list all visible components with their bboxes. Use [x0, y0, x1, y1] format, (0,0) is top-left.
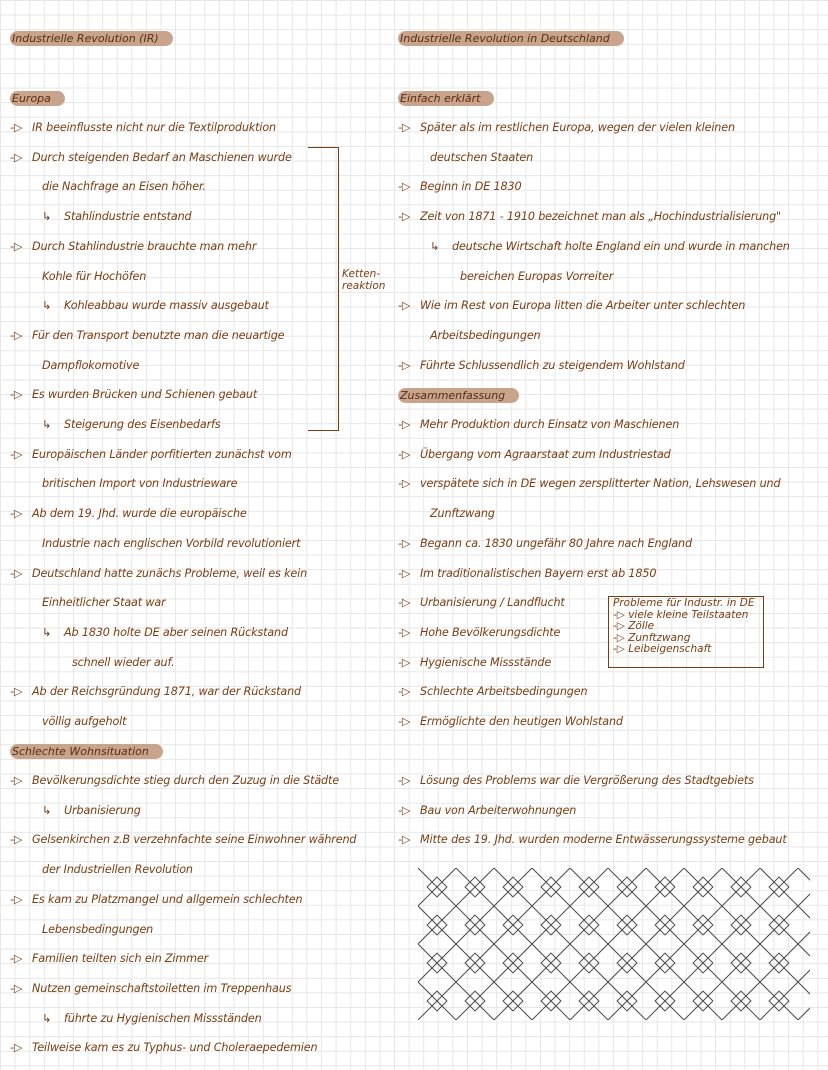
note-line — [10, 892, 302, 908]
arrow-icon: -▷ — [398, 803, 411, 817]
arrow-icon: -▷ — [398, 715, 411, 728]
arrow-icon: -▷ — [398, 210, 411, 224]
note-line — [10, 684, 301, 700]
heading-einfach: Einfach erklärt — [398, 91, 494, 106]
subpoint-arrow-icon: ↳ — [430, 239, 440, 253]
note-text: Durch steigenden Bedarf an Maschienen wurde — [32, 150, 292, 164]
note-line — [10, 358, 139, 374]
note-line — [398, 120, 735, 136]
note-text: Es wurden Brücken und Schienen gebaut — [32, 388, 258, 402]
note-text: Arbeitsbedingungen — [430, 328, 541, 342]
note-line — [398, 179, 521, 195]
note-text: Ermöglichte den heutigen Wohlstand — [420, 715, 623, 728]
note-text: Im traditionalistischen Bayern erst ab 1850 — [420, 566, 657, 580]
probleme-item: -▷ Leibeigenschaft — [613, 643, 712, 655]
arrow-icon: -▷ — [398, 655, 411, 669]
note-text: schnell wieder auf. — [72, 655, 175, 669]
note-line — [398, 417, 679, 433]
arrow-icon: -▷ — [398, 358, 411, 372]
note-text: Familien teilten sich ein Zimmer — [32, 952, 209, 966]
subpoint-arrow-icon: ↳ — [42, 803, 52, 817]
note-line — [10, 298, 269, 314]
arrow-icon: -▷ — [398, 477, 411, 491]
note-text: Kohle für Hochöfen — [42, 269, 147, 283]
arrow-icon: -▷ — [10, 833, 23, 847]
note-line — [10, 536, 300, 552]
note-text: Bevölkerungsdichte stieg durch den Zuzug in die Städte — [32, 774, 339, 787]
note-line — [10, 1011, 262, 1027]
note-text: Dampflokomotive — [42, 358, 140, 372]
note-line — [398, 566, 656, 582]
note-line — [10, 1040, 317, 1056]
note-text: Ab dem 19. Jhd. wurde die europäische — [32, 507, 247, 521]
arrow-icon: -▷ — [398, 833, 411, 847]
note-text: Ab 1830 holte DE aber seinen Rückstand — [64, 625, 288, 639]
note-text: Für den Transport benutzte man die neuartige — [32, 328, 285, 342]
note-line — [398, 714, 623, 730]
note-text: Übergang vom Agraarstaat zum Industriestad — [420, 447, 671, 461]
note-line — [10, 269, 146, 285]
probleme-box-title: Probleme für Industr. in DE — [613, 597, 755, 609]
note-text: Deutschland hatte zunächs Probleme, weil es kein — [32, 566, 308, 580]
note-text: Beginn in DE 1830 — [420, 180, 522, 194]
note-text: Lebensbedingungen — [42, 922, 154, 936]
note-text: IR beeinflusste nicht nur die Textilproduktion — [32, 121, 276, 134]
note-text: Gelsenkirchen z.B verzehnfachte seine Einwohner während — [32, 833, 357, 847]
arrow-icon: -▷ — [10, 328, 23, 342]
note-text: Zunftzwang — [430, 507, 495, 521]
note-line — [398, 506, 495, 522]
arrow-icon: -▷ — [398, 299, 411, 313]
note-text: Mehr Produktion durch Einsatz von Maschienen — [420, 418, 680, 431]
probleme-box — [608, 596, 764, 668]
note-text: Einheitlicher Staat war — [42, 596, 166, 610]
arrow-icon: -▷ — [10, 239, 23, 253]
arrow-icon: -▷ — [10, 952, 23, 966]
arrow-icon: -▷ — [10, 447, 23, 461]
note-line — [10, 832, 356, 848]
arrow-icon: -▷ — [10, 388, 23, 402]
note-line — [398, 150, 533, 166]
note-line — [10, 773, 339, 789]
note-line — [10, 862, 193, 878]
note-text: der Industriellen Revolution — [42, 863, 193, 877]
note-text: Es kam zu Platzmangel und allgemein schlechten — [32, 892, 303, 906]
arrow-icon: -▷ — [10, 121, 23, 134]
note-text: Bau von Arbeiterwohnungen — [420, 803, 577, 817]
note-line — [10, 803, 141, 819]
note-line — [398, 773, 754, 789]
note-line — [398, 209, 781, 225]
note-line — [10, 179, 206, 195]
heading-europa: Europa — [10, 91, 65, 106]
lattice-stroke — [418, 868, 532, 1020]
title-right: Industrielle Revolution in Deutschland — [398, 31, 624, 46]
note-text: Mitte des 19. Jhd. wurden moderne Entwässerungssysteme gebaut — [420, 833, 787, 847]
note-line — [398, 298, 745, 314]
note-text: die Nachfrage an Eisen höher. — [42, 180, 206, 194]
note-text: Zeit von 1871 - 1910 bezeichnet man als „Hochindustrialisierung" — [420, 210, 782, 224]
note-text: Wie im Rest von Europa litten die Arbeiter unter schlechten — [420, 299, 746, 313]
note-line — [398, 803, 576, 819]
arrow-icon: -▷ — [10, 981, 23, 995]
note-text: Europäischen Länder porfitierten zunächst vom — [32, 447, 292, 461]
kettenreaktion-bracket — [308, 147, 339, 431]
arrow-icon: -▷ — [398, 536, 411, 550]
heading-zusammenfassung: Zusammenfassung — [398, 388, 519, 403]
note-text: Kohleabbau wurde massiv ausgebaut — [64, 299, 269, 313]
probleme-item: -▷ Zunftzwang — [613, 631, 691, 644]
note-text: Industrie nach englischen Vorbild revolutioniert — [42, 536, 301, 550]
note-line — [398, 536, 692, 552]
subpoint-arrow-icon: ↳ — [42, 418, 52, 431]
note-line — [10, 922, 153, 938]
arrow-icon: -▷ — [10, 566, 23, 580]
note-text: Stahlindustrie entstand — [64, 210, 192, 224]
note-line — [398, 655, 551, 671]
note-text: führte zu Hygienischen Missständen — [64, 1011, 262, 1025]
note-line — [10, 150, 292, 166]
note-text: Begann ca. 1830 ungefähr 80 Jahre nach England — [420, 536, 692, 550]
note-line — [10, 417, 221, 433]
note-line — [10, 714, 126, 730]
probleme-item: -▷ viele kleine Teilstaaten — [613, 608, 749, 621]
arrow-icon: -▷ — [398, 180, 411, 194]
title-left: Industrielle Revolution (IR) — [10, 31, 173, 46]
subpoint-arrow-icon: ↳ — [42, 1011, 52, 1025]
note-line — [398, 358, 685, 374]
note-text: Hygienische Missstände — [420, 655, 552, 669]
kettenreaktion-label: Ketten- reaktion — [342, 268, 386, 292]
arrow-icon: -▷ — [398, 566, 411, 580]
arrow-icon: -▷ — [398, 596, 411, 610]
note-text: Später als im restlichen Europa, wegen der vielen kleinen — [420, 121, 735, 134]
note-line — [10, 328, 284, 344]
note-line — [10, 595, 166, 611]
arrow-icon: -▷ — [398, 625, 411, 639]
arrow-icon: -▷ — [10, 150, 23, 164]
arrow-icon: -▷ — [398, 121, 411, 134]
note-line — [10, 566, 307, 582]
note-text: völlig aufgeholt — [42, 715, 127, 728]
note-text: Schlechte Arbeitsbedingungen — [420, 685, 588, 699]
note-line — [10, 506, 247, 522]
note-line — [398, 269, 613, 285]
note-line — [398, 447, 671, 463]
note-text: Durch Stahlindustrie brauchte man mehr — [32, 239, 257, 253]
note-line — [10, 387, 257, 403]
arrow-icon: -▷ — [398, 685, 411, 699]
note-line — [10, 951, 208, 967]
arrow-icon: -▷ — [10, 685, 23, 699]
note-text: Ab der Reichsgründung 1871, war der Rückstand — [32, 685, 301, 699]
note-line — [398, 684, 587, 700]
arrow-icon: -▷ — [10, 1041, 23, 1055]
note-line — [398, 832, 787, 848]
arrow-icon: -▷ — [10, 892, 23, 906]
note-line — [10, 625, 288, 641]
arrow-icon: -▷ — [398, 774, 411, 787]
lattice-stroke — [418, 868, 456, 1020]
note-line — [398, 476, 780, 492]
note-text: Führte Schlussendlich zu steigendem Wohlstand — [420, 358, 685, 372]
note-line — [398, 239, 790, 255]
lattice-stroke — [798, 868, 810, 1020]
note-text: Urbanisierung — [64, 803, 141, 817]
note-text: Nutzen gemeinschaftstoiletten im Treppenhaus — [32, 981, 292, 995]
note-text: Lösung des Problems war die Vergrößerung des Stadtgebiets — [420, 774, 754, 787]
note-line — [10, 981, 291, 997]
subpoint-arrow-icon: ↳ — [42, 299, 52, 313]
probleme-item: -▷ Zölle — [613, 620, 655, 632]
note-text: Steigerung des Eisenbedarfs — [64, 418, 221, 431]
note-line — [398, 328, 541, 344]
note-text: deutsche Wirtschaft holte England ein und wurde in manchen — [452, 239, 790, 253]
note-line — [10, 239, 256, 255]
note-text: britischen Import von Industrieware — [42, 477, 238, 491]
subpoint-arrow-icon: ↳ — [42, 210, 52, 224]
note-line — [10, 447, 292, 463]
arrow-icon: -▷ — [398, 447, 411, 461]
subpoint-arrow-icon: ↳ — [42, 625, 52, 639]
note-line — [10, 209, 191, 225]
note-line — [10, 476, 237, 492]
note-line — [10, 655, 175, 671]
lattice-stroke — [418, 868, 532, 1020]
note-line — [398, 595, 565, 611]
arrow-icon: -▷ — [398, 418, 411, 431]
lattice-doodle — [418, 868, 810, 1020]
note-line — [10, 120, 276, 136]
lattice-stroke — [418, 868, 456, 1020]
note-line — [398, 625, 560, 641]
arrow-icon: -▷ — [10, 507, 23, 521]
lattice-stroke — [798, 868, 810, 1020]
note-text: Urbanisierung / Landflucht — [420, 596, 565, 610]
note-text: Hohe Bevölkerungsdichte — [420, 625, 561, 639]
note-text: deutschen Staaten — [430, 150, 534, 164]
heading-wohnsituation: Schlechte Wohnsituation — [10, 744, 163, 759]
arrow-icon: -▷ — [10, 774, 23, 787]
note-text: Teilweise kam es zu Typhus- und Choleraepedemien — [32, 1041, 318, 1055]
note-text: verspätete sich in DE wegen zersplitterter Nation, Lehswesen und — [420, 477, 781, 491]
note-text: bereichen Europas Vorreiter — [460, 269, 614, 283]
